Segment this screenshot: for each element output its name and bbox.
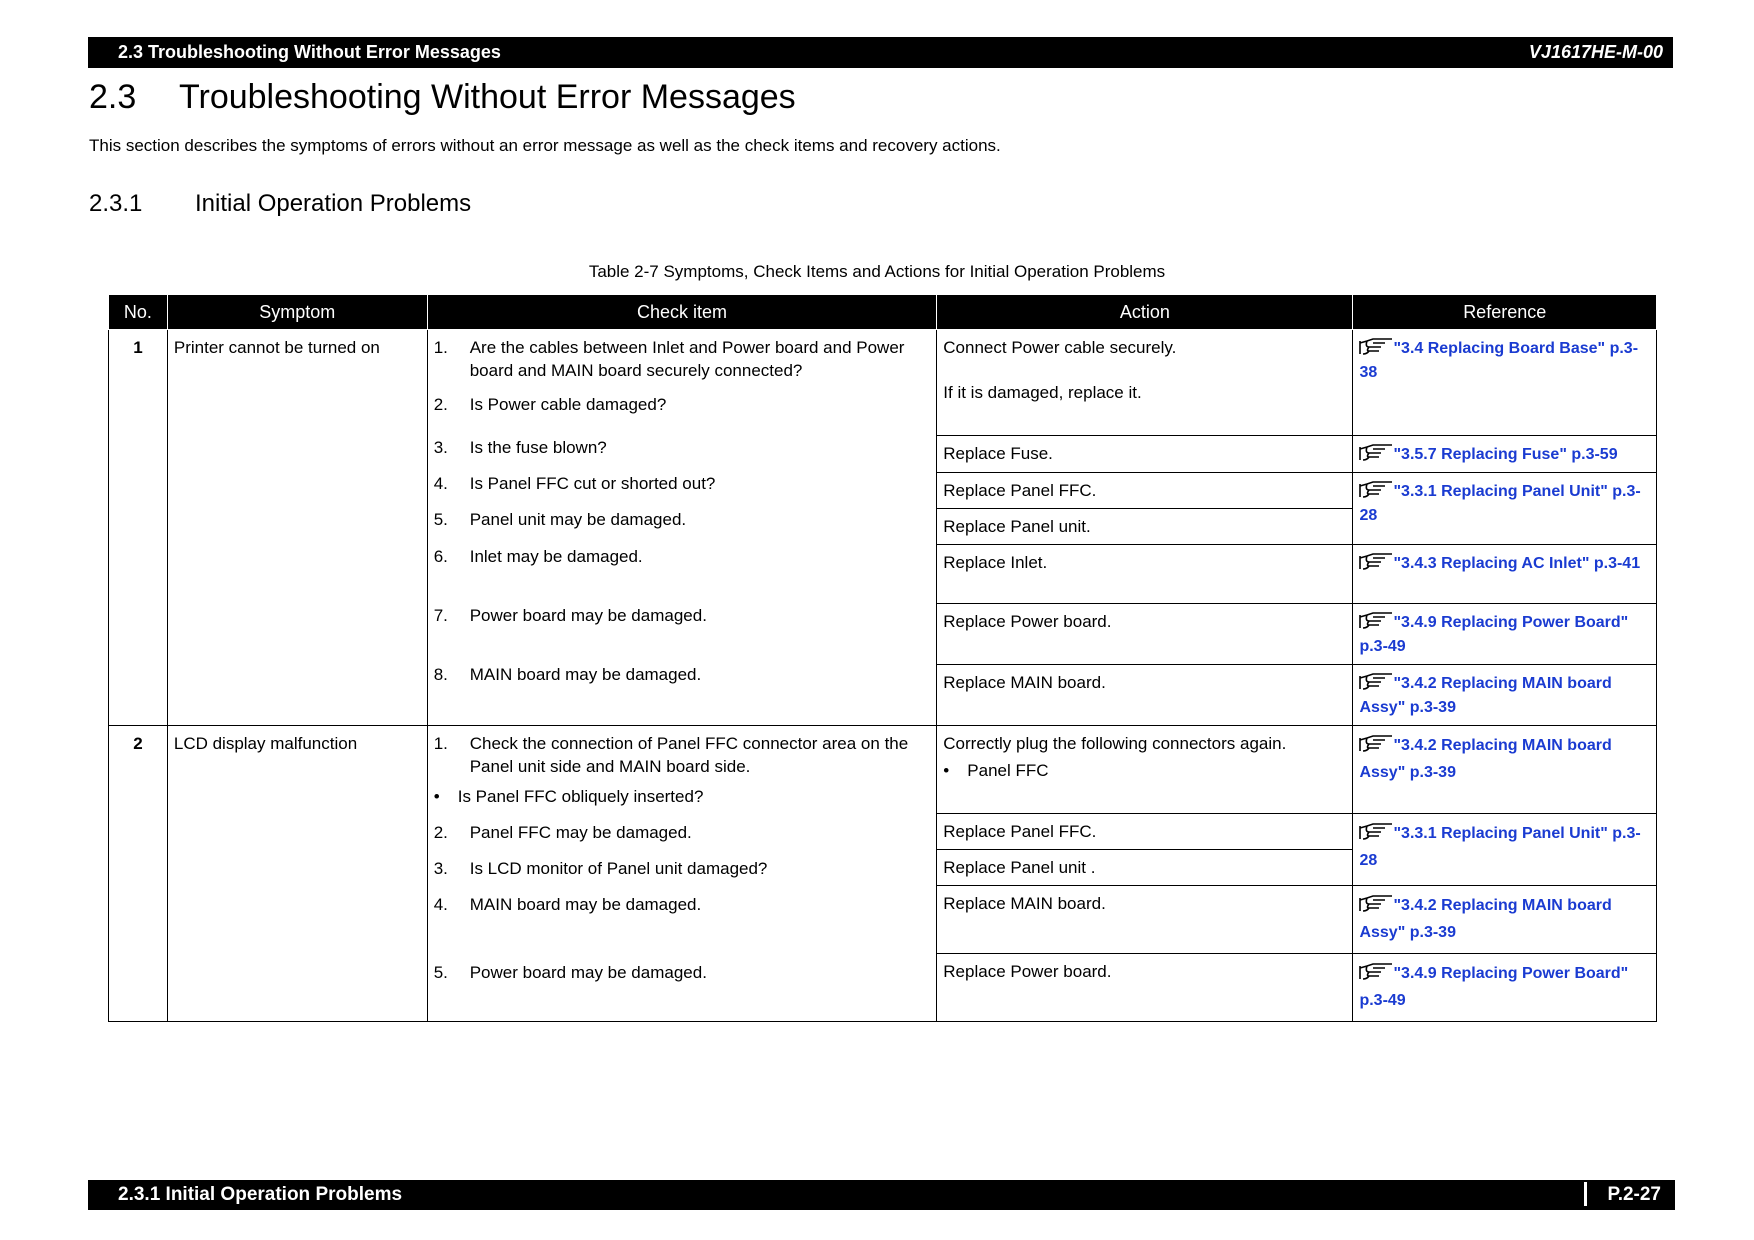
table-caption: Table 2-7 Symptoms, Check Items and Actions for Initial Operation Problems [588,262,1166,281]
action-cell: Replace Fuse. [937,436,1353,473]
pointing-hand-icon [1359,552,1393,570]
check-item: 4. MAIN board may be damaged. [433,895,702,914]
header-section-title: 2.3 Troubleshooting Without Error Messages [118,42,501,62]
intro-paragraph: This section describes the symptoms of errors without an error message as well as the check items and recovery actions. [89,136,1001,155]
table-header-row [109,295,1657,330]
pointing-hand-icon [1359,962,1393,980]
troubleshooting-table [108,294,1657,1022]
action-cell: Replace Power board. [937,954,1353,1022]
reference-cell[interactable] [1353,726,1657,814]
reference-cell[interactable] [1353,886,1657,954]
reference-cell[interactable] [1353,436,1657,473]
row-number: 2 [109,726,168,1022]
action-cell: Correctly plug the following connectors again. • Panel FFC [937,726,1353,814]
reference-link[interactable]: "3.4.2 Replacing MAIN board Assy" p.3-39 [1359,897,1611,941]
section-subtitle-text: Initial Operation Problems [195,190,472,217]
check-item: 1. Check the connection of Panel FFC connector area on the Panel unit side and MAIN board side. [433,734,909,776]
reference-cell[interactable] [1353,665,1657,726]
action-cell: Connect Power cable securely. If it is damaged, replace it. [937,330,1353,436]
check-items-cell [427,726,937,1022]
column-header-action: Action [937,295,1353,330]
action-cell: Replace MAIN board. [937,886,1353,954]
check-item: 4. Is Panel FFC cut or shorted out? [433,474,716,493]
column-header-symptom: Symptom [167,295,427,330]
page-title-text: Troubleshooting Without Error Messages [179,78,796,116]
check-items-cell [427,330,937,726]
reference-link[interactable]: "3.4.9 Replacing Power Board" p.3-49 [1359,614,1628,655]
action-cell: Replace Panel unit. [937,509,1353,545]
symptom-cell: LCD display malfunction [167,726,427,1022]
header-doc-id: VJ1617HE-M-00 [1528,42,1663,62]
reference-cell[interactable] [1353,545,1657,604]
action-cell: Replace Power board. [937,604,1353,665]
check-item: 6. Inlet may be damaged. [433,547,643,566]
action-cell: Replace Panel unit . [937,850,1353,886]
reference-cell[interactable] [1353,814,1657,886]
check-item: 1. Are the cables between Inlet and Power board and Power board and MAIN board securely connected? [433,338,905,380]
reference-link[interactable]: "3.5.7 Replacing Fuse" p.3-59 [1359,446,1617,463]
reference-cell[interactable] [1353,473,1657,545]
table-row [109,726,1657,814]
check-item: 3. Is LCD monitor of Panel unit damaged? [433,859,768,878]
pointing-hand-icon [1359,822,1393,840]
symptom-cell: Printer cannot be turned on [167,330,427,726]
reference-link[interactable]: "3.4 Replacing Board Base" p.3-38 [1359,340,1638,381]
pointing-hand-icon [1359,480,1393,498]
page-title [89,78,796,117]
check-item: 5. Power board may be damaged. [433,963,707,982]
check-item: 8. MAIN board may be damaged. [433,665,702,684]
footer-page-number: P.2-27 [1607,1184,1661,1205]
row-number: 1 [109,330,168,726]
check-item: 3. Is the fuse blown? [433,438,607,457]
check-item: 2. Panel FFC may be damaged. [433,823,692,842]
reference-link[interactable]: "3.4.3 Replacing AC Inlet" p.3-41 [1359,555,1640,572]
pointing-hand-icon [1359,337,1393,355]
footer-divider [1584,1182,1587,1206]
action-cell: Replace Panel FFC. [937,473,1353,509]
reference-cell[interactable] [1353,954,1657,1022]
action-cell: Replace MAIN board. [937,665,1353,726]
reference-link[interactable]: "3.3.1 Replacing Panel Unit" p.3-28 [1359,825,1640,869]
section-subtitle [89,190,471,218]
pointing-hand-icon [1359,611,1393,629]
reference-link[interactable]: "3.4.9 Replacing Power Board" p.3-49 [1359,965,1628,1009]
check-item: • Is Panel FFC obliquely inserted? [433,787,704,806]
column-header-no: No. [109,295,168,330]
action-cell: Replace Panel FFC. [937,814,1353,850]
column-header-reference: Reference [1353,295,1657,330]
reference-link[interactable]: "3.3.1 Replacing Panel Unit" p.3-28 [1359,483,1640,524]
page-footer-bar [88,1180,1675,1210]
reference-link[interactable]: "3.4.2 Replacing MAIN board Assy" p.3-39 [1359,737,1611,781]
reference-link[interactable]: "3.4.2 Replacing MAIN board Assy" p.3-39 [1359,675,1611,716]
reference-cell[interactable] [1353,604,1657,665]
table-row [109,330,1657,436]
column-header-check-item: Check item [427,295,937,330]
page-header-bar [88,37,1673,68]
section-subtitle-number: 2.3.1 [89,190,143,217]
pointing-hand-icon [1359,894,1393,912]
action-cell: Replace Inlet. [937,545,1353,604]
check-item: 5. Panel unit may be damaged. [433,510,687,529]
footer-section-title: 2.3.1 Initial Operation Problems [118,1184,403,1205]
pointing-hand-icon [1359,443,1393,461]
reference-cell[interactable] [1353,330,1657,436]
check-item: 2. Is Power cable damaged? [433,395,667,414]
pointing-hand-icon [1359,734,1393,752]
page-title-number: 2.3 [89,78,137,116]
pointing-hand-icon [1359,672,1393,690]
check-item: 7. Power board may be damaged. [433,606,707,625]
